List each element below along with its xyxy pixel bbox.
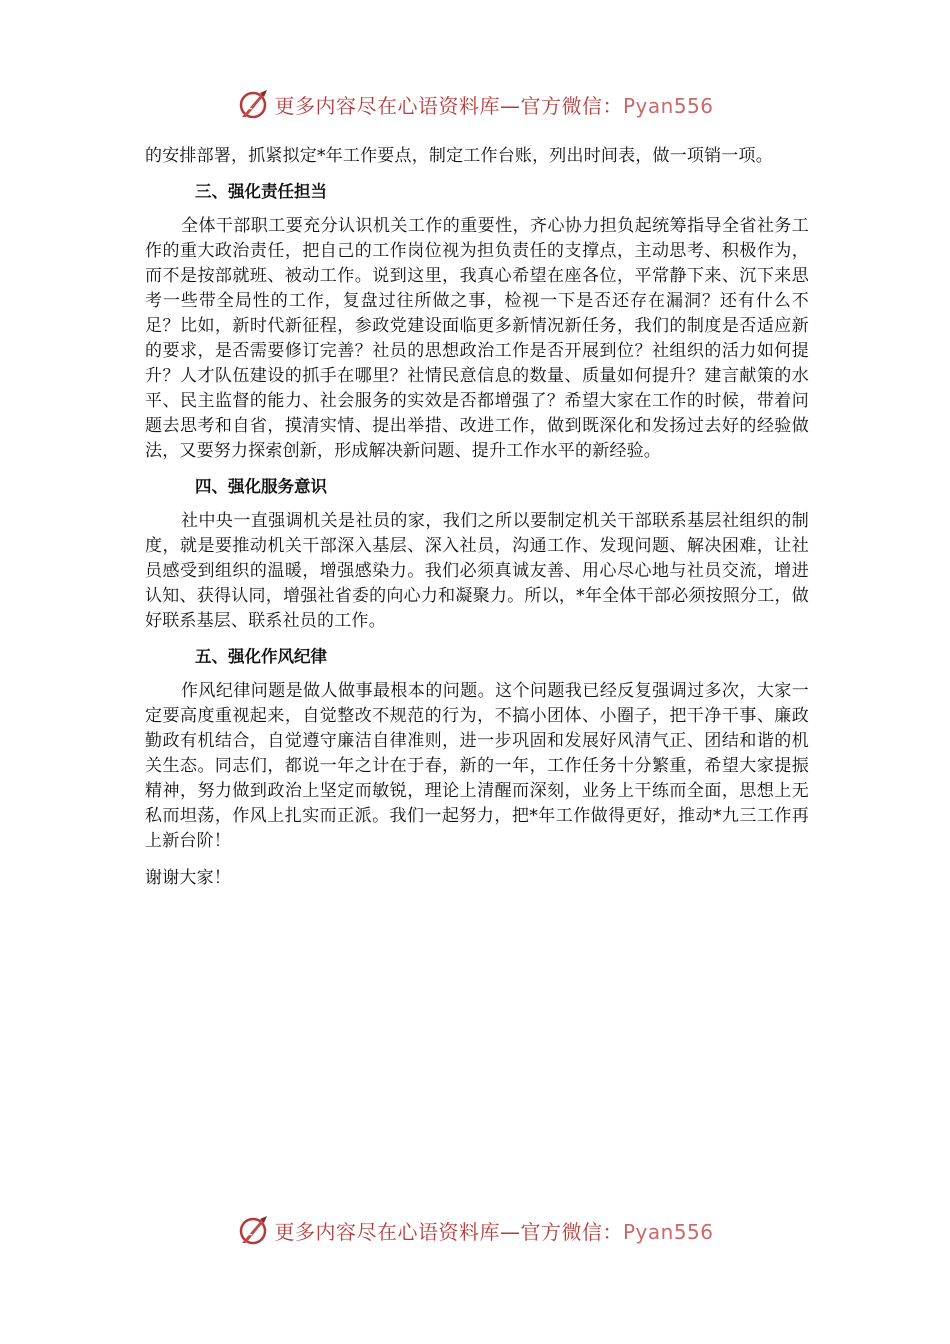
closing-line: 谢谢大家！ — [145, 868, 231, 888]
document-body — [145, 144, 809, 891]
watermark-text: 更多内容尽在心语资料库—官方微信：Pyan556 — [274, 93, 714, 118]
intro-continuation-paragraph: 的安排部署，抓紧拟定*年工作要点，制定工作台账，列出时间表，做一项销一项。 — [145, 146, 773, 166]
wechat-id: Pyan556 — [622, 93, 714, 118]
section-3-paragraph: 全体干部职工要充分认识机关工作的重要性，齐心协力担负起统筹指导全省社务工作的重大政治责任，把自己的工作岗位视为担负责任的支撑点，主动思考、积极作为，而不是按部就班、被动工作。说到这里，我真心希望在座各位，平常静下来、沉下来思考一些带全局性的工作，复盘过往所做之事，检视一下是否还存在漏洞？还有什么不足？比如，新时代新征程，参政党建设面临更多新情况新任务，我们的制度是否适应新的要求，是否需要修订完善？社员的思想政治工作是否开展到位？社组织的活力如何提升？人才队伍建设的抓手在哪里？社情民意信息的数量、质量如何提升？建言献策的水平、民主监督的能力、社会服务的实效是否都增强了？希望大家在工作的时候，带着问题去思考和自省，摸清实情、提出举措、改进工作，做到既深化和发扬过去好的经验做法，又要努力探索创新，形成解决新问题、提升工作水平的新经验。 — [145, 216, 809, 461]
wechat-id: Pyan556 — [622, 1219, 714, 1244]
section-5-paragraph: 作风纪律问题是做人做事最根本的问题。这个问题我已经反复强调过多次，大家一定要高度重视起来，自觉整改不规范的行为，不搞小团体、小圈子，把干净干事、廉政勤政有机结合，自觉遵守廉洁自律准则，进一步巩固和发展好风清气正、团结和谐的机关生态。同志们，都说一年之计在于春，新的一年，工作任务十分繁重，希望大家提振精神，努力做到政治上坚定而敏锐，理论上清醒而深刻，业务上干练而全面，思想上无私而坦荡，作风上扎实而正派。我们一起努力，把*年工作做得更好，推动*九三工作再上新台阶！ — [145, 681, 809, 851]
section-3-heading: 三、强化责任担当 — [195, 182, 327, 201]
quill-logo-icon — [236, 87, 270, 121]
header-watermark-banner — [0, 84, 950, 124]
section-4-paragraph: 社中央一直强调机关是社员的家，我们之所以要制定机关干部联系基层社组织的制度，就是要推动机关干部深入基层、深入社员，沟通工作、发现问题、解决困难，让社员感受到组织的温暖，增强感染力。我们必须真诚友善、用心尽心地与社员交流，增进认知、获得认同，增强社省委的向心力和凝聚力。所以，*年全体干部必须按照分工，做好联系基层、联系社员的工作。 — [145, 511, 809, 631]
watermark-text: 更多内容尽在心语资料库—官方微信：Pyan556 — [274, 1219, 714, 1244]
quill-logo-icon — [236, 1213, 270, 1247]
footer-watermark-banner — [0, 1210, 950, 1250]
section-4-heading: 四、强化服务意识 — [195, 477, 327, 496]
section-5-heading: 五、强化作风纪律 — [195, 647, 327, 666]
